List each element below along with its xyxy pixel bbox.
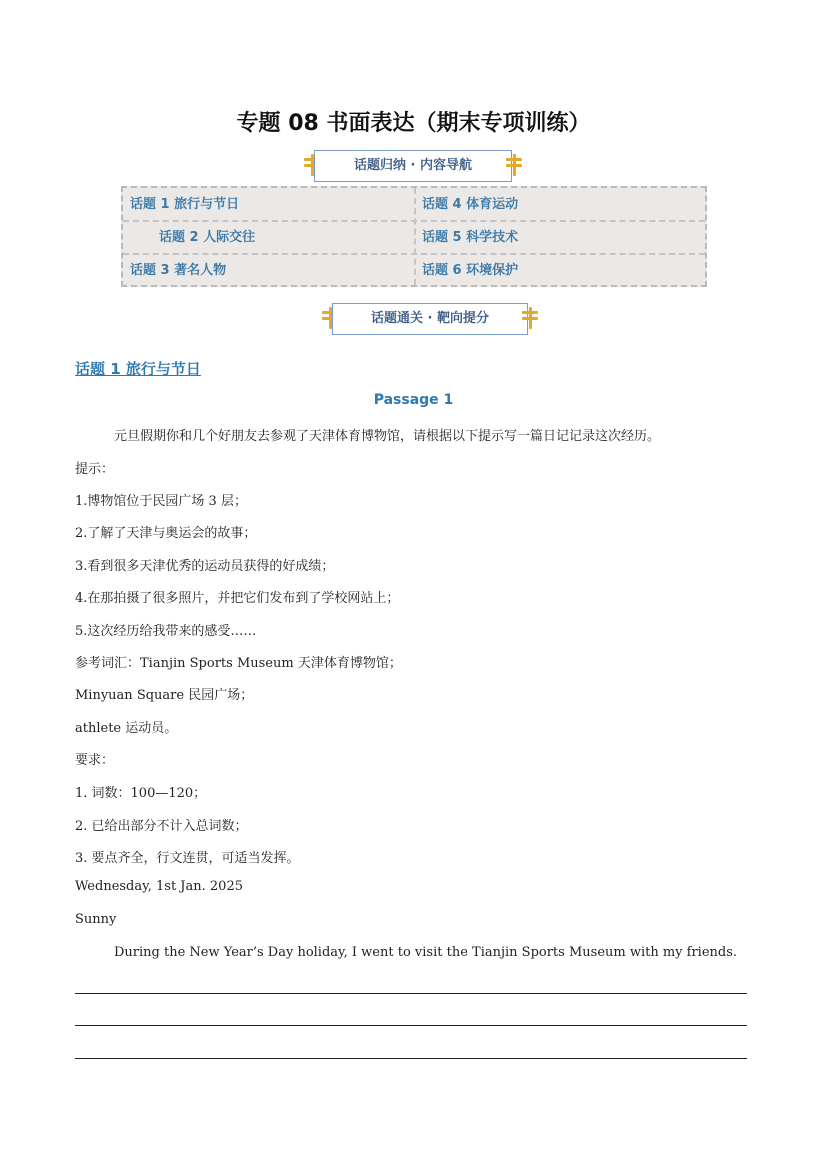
answer-line[interactable] xyxy=(75,1058,747,1059)
answer-line[interactable] xyxy=(75,1025,747,1026)
requirement-item: 1. 词数：100—120； xyxy=(75,786,207,801)
nav-topic-6[interactable]: 话题 6 环境保护 xyxy=(422,263,519,278)
vocab-line: athlete 运动员。 xyxy=(75,721,178,736)
hint-label: 提示： xyxy=(75,462,115,477)
banner-right-ornament-icon xyxy=(506,158,522,172)
banner-practice xyxy=(322,303,538,335)
passage-title: Passage 1 xyxy=(373,392,454,408)
requirement-item: 2. 已给出部分不计入总词数； xyxy=(75,819,248,834)
banner-practice-label: 话题通关 · 靶向提分 xyxy=(332,303,528,335)
section-heading: 话题 1 旅行与节日 xyxy=(75,360,201,378)
hint-item: 4.在那拍摄了很多照片，并把它们发布到了学校网站上； xyxy=(75,591,400,606)
vocab-line: Minyuan Square 民园广场； xyxy=(75,688,254,703)
nav-topic-1[interactable]: 话题 1 旅行与节日 xyxy=(130,197,240,212)
requirements-label: 要求： xyxy=(75,753,115,768)
diary-weather: Sunny xyxy=(75,912,117,927)
page-title: 专题 08 书面表达（期末专项训练） xyxy=(236,111,591,136)
banner-contents-label: 话题归纳 · 内容导航 xyxy=(314,150,512,182)
topic-nav-table xyxy=(121,186,707,287)
hint-item: 5.这次经历给我带来的感受…… xyxy=(75,624,257,639)
banner-right-ornament-icon xyxy=(522,311,538,325)
banner-contents-nav xyxy=(304,150,522,182)
requirement-item: 3. 要点齐全，行文连贯，可适当发挥。 xyxy=(75,851,300,866)
nav-topic-3[interactable]: 话题 3 著名人物 xyxy=(130,263,227,278)
nav-topic-5[interactable]: 话题 5 科学技术 xyxy=(422,230,519,245)
diary-opening: During the New Year’s Day holiday, I went to visit the Tianjin Sports Museum with my friends. xyxy=(114,945,738,960)
nav-topic-4[interactable]: 话题 4 体育运动 xyxy=(422,197,519,212)
hint-item: 3.看到很多天津优秀的运动员获得的好成绩； xyxy=(75,559,335,574)
diary-date: Wednesday, 1st Jan. 2025 xyxy=(75,879,243,894)
hint-item: 1.博物馆位于民园广场 3 层； xyxy=(75,494,247,509)
nav-topic-2[interactable]: 话题 2 人际交往 xyxy=(159,230,256,245)
answer-line[interactable] xyxy=(75,993,747,994)
vocab-line: 参考词汇：Tianjin Sports Museum 天津体育博物馆； xyxy=(75,656,402,671)
nav-divider-vertical xyxy=(414,188,416,285)
task-intro: 元旦假期你和几个好朋友去参观了天津体育博物馆，请根据以下提示写一篇日记记录这次经历。 xyxy=(114,429,661,444)
hint-item: 2.了解了天津与奥运会的故事； xyxy=(75,526,257,541)
